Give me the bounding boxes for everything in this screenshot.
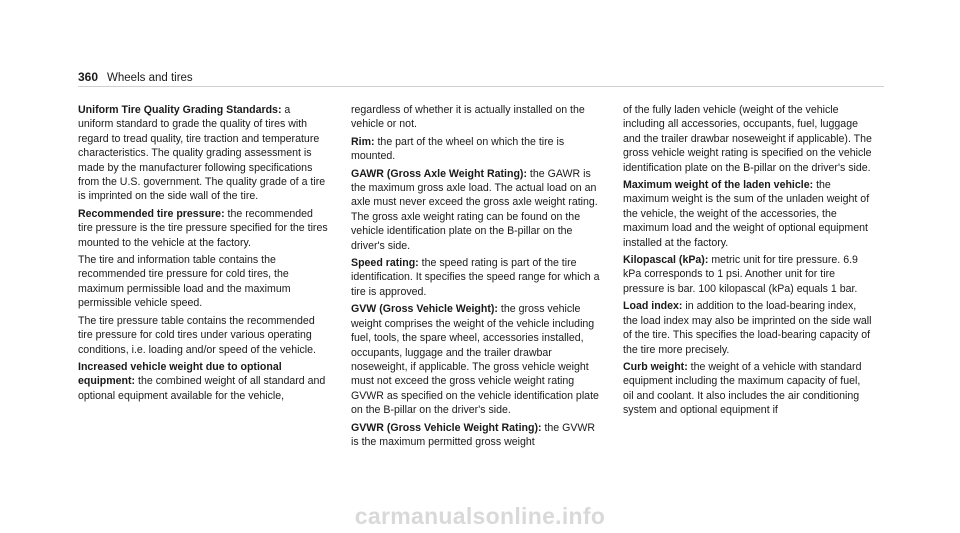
definition-text: in addition to the load-bearing index, the load index may also be imprinted on the side wall of the tire. This specifies the load-bearing capacity of the tire more precisely. <box>623 300 872 356</box>
definition-paragraph <box>351 167 601 253</box>
definition-term: Kilopascal (kPa): <box>623 254 709 267</box>
watermark: carmanualsonline.info <box>354 503 606 529</box>
definition-paragraph <box>351 135 601 164</box>
definition-text: the maximum weight is the sum of the unladen weight of the vehicle, the weight of the accessories, the maximum load and the weight of optional equipment installed at the factory. <box>623 179 870 249</box>
definition-text: the recommended tire pressure is the tire pressure specified for the tires mounted to the vehicle at the factory. <box>78 207 328 249</box>
page-number: 360 <box>78 70 99 84</box>
definition-paragraph <box>78 360 328 403</box>
definition-term: Maximum weight of the laden vehicle: <box>623 179 814 192</box>
definition-text: of the fully laden vehicle (weight of the vehicle including all accessories, occupants, fuel, luggage and the trailer drawbar noseweight if applicable). The gross vehicle weight rating is specified on the vehicle identification plate on the B-pillar on the driver's side. <box>623 104 872 174</box>
definition-paragraph <box>351 256 601 299</box>
definition-paragraph <box>78 207 328 250</box>
definition-text: a uniform standard to grade the quality of tires with regard to tread quality, tire traction and temperature characteristics. The quality grading assessment is made by the manufacturer following specifications from the U.S. government. The quality grade of a tire is imprinted on the side wall of the tire. <box>78 104 326 203</box>
definition-paragraph <box>623 253 873 296</box>
definition-text: the weight of a vehicle with standard equipment including the maximum capacity of fuel, oil and coolant. It also includes the air conditioning system and optional equipment if <box>623 360 862 417</box>
header-divider <box>78 86 884 87</box>
definition-text: the GVWR is the maximum permitted gross weight <box>351 421 596 448</box>
definition-term: Recommended tire pressure: <box>78 207 225 220</box>
text-column-3 <box>623 103 873 421</box>
definition-text: The tire pressure table contains the recommended tire pressure for cold tires under various operating conditions, i.e. loading and/or speed of the vehicle. <box>78 314 316 356</box>
definition-text: the GAWR is the maximum gross axle load. The actual load on an axle must never exceed the gross axle weight rating. The gross axle weight rating can be found on the vehicle identification plate on the B-pillar on the driver's side. <box>351 167 598 252</box>
definition-term: Curb weight: <box>623 360 688 373</box>
definition-term: Speed rating: <box>351 257 419 270</box>
definition-paragraph <box>351 421 601 450</box>
definition-paragraph <box>351 302 601 417</box>
text-column-1 <box>78 103 328 406</box>
definition-paragraph <box>78 253 328 311</box>
text-column-2 <box>351 103 601 452</box>
definition-term: Rim: <box>351 135 375 148</box>
definition-paragraph <box>623 178 873 250</box>
definition-text: The tire and information table contains the recommended tire pressure for cold tires, the maximum permissible load and the maximum permissible vehicle speed. <box>78 254 291 310</box>
definition-term: GAWR (Gross Axle Weight Rating): <box>351 167 527 180</box>
definition-paragraph <box>623 299 873 357</box>
definition-text: regardless of whether it is actually installed on the vehicle or not. <box>351 104 585 131</box>
definition-paragraph <box>78 103 328 204</box>
definition-term: GVW (Gross Vehicle Weight): <box>351 303 498 316</box>
definition-text: the speed rating is part of the tire identification. It specifies the speed range for which a tire is approved. <box>351 257 600 298</box>
definition-paragraph <box>351 103 601 132</box>
definition-text: metric unit for tire pressure. 6.9 kPa corresponds to 1 psi. Another unit for tire pressure is bar. 100 kilopascal (kPa) equals 1 bar. <box>623 254 858 295</box>
definition-paragraph <box>78 314 328 357</box>
page-header <box>78 70 193 84</box>
definition-text: the gross vehicle weight comprises the weight of the vehicle including fuel, tools, the spare wheel, accessories installed, occupants, luggage and the trailer drawbar noseweight, if applicable. The gross vehicle weight must not exceed the gross vehicle weight rating GVWR as specified on the vehicle identification plate on the B-pillar on the driver's side. <box>351 303 599 417</box>
definition-paragraph <box>623 103 873 175</box>
definition-term: Increased vehicle weight due to optional equipment: <box>78 360 282 388</box>
definition-text: the combined weight of all standard and optional equipment available for the vehicle, <box>78 375 326 402</box>
definition-paragraph <box>623 360 873 418</box>
definition-term: Uniform Tire Quality Grading Standards: <box>78 104 282 116</box>
definition-term: GVWR (Gross Vehicle Weight Rating): <box>351 421 542 434</box>
section-title: Wheels and tires <box>107 72 193 84</box>
definition-term: Load index: <box>623 300 683 313</box>
definition-text: the part of the wheel on which the tire is mounted. <box>351 135 565 163</box>
